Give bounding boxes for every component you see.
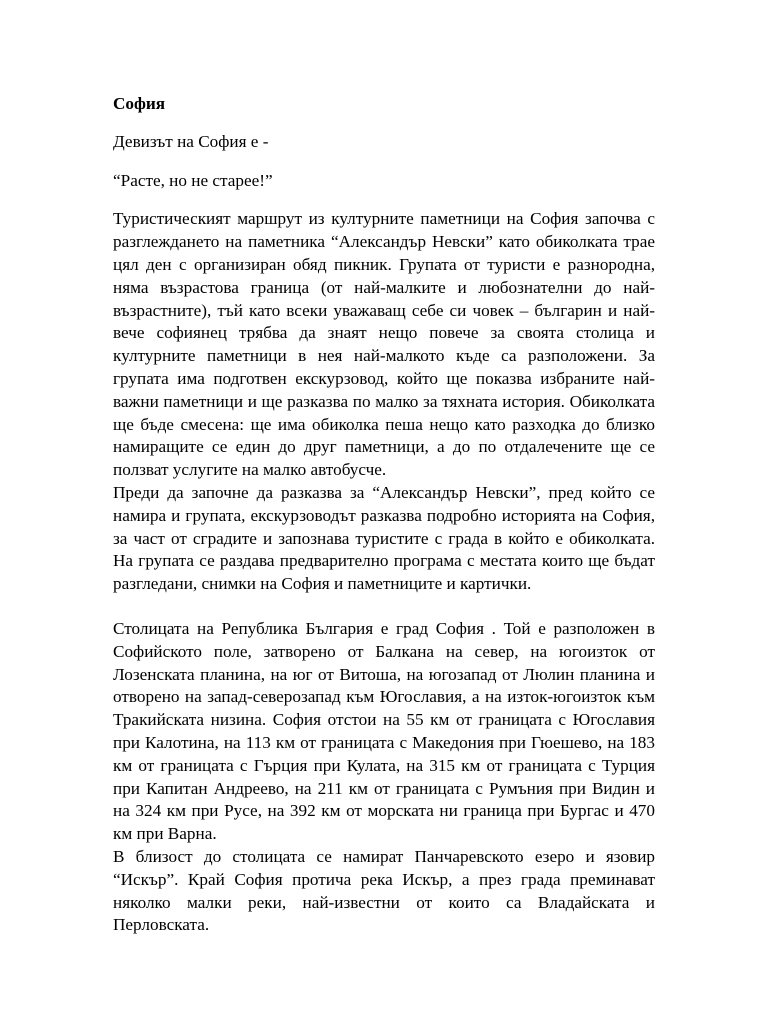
paragraph-capital-location: Столицата на Република България е град София . Той е разположен в Софийското поле, затворено от Балкана на север, на югоизток от Лозенската планина, на юг от Витоша, на югозапад от Люлин планина и отворено на запад-северозапад към Югославия, а на изток-югоизток към Тракийската низина. София отстои на 55 км от границата с Югославия при Калотина, на 113 км от границата с Македония при Гюешево, на 183 км от границата с Гърция при Кулата, на 315 км от границата с Турция при Капитан Андреево, на 211 км от границата с Румъния при Видин и на 324 км при Русе, на 392 км от морската ни граница при Бургас и 470 км при Варна. <box>113 618 655 844</box>
document-title: София <box>113 94 166 113</box>
paragraph-lakes-rivers: В близост до столицата се намират Панчаревското езеро и язовир “Искър”. Край София протича река Искър, а през града преминават няколко малки реки, най-известни от които са Владайската и Перловската. <box>113 846 655 935</box>
motto-quote: “Расте, но не старее!” <box>113 170 273 190</box>
paragraph-tour-route: Туристическият маршрут из културните паметници на София започва с разглеждането на паметника “Александър Невски” като обиколката трае цял ден с организиран обяд пикник. Групата от туристи е разнородна, няма възрастова граница (от най-малките и любознателни до най-възрастните), тъй като всеки уважаващ себе си човек – българин и най-вече софиянец трябва да знаят нещо повече за своята столица и културните паметници в нея най-малкото къде са разположени. За групата има подготвен екскурзовод, който ще показва избраните най-важни паметници и ще разказва по малко за тяхната история. Обиколката ще бъде смесена: ще има обиколка пеша нещо като разходка до близко намиращите се един до друг паметници, а до по отдалечените ще се ползват услугите на малко автобусче. <box>113 209 655 480</box>
document-page <box>113 93 655 937</box>
motto-intro: Девизът на София е - <box>113 131 269 151</box>
paragraph-guide-story: Преди да започне да разказва за “Александър Невски”, пред който се намира и групата, екскурзоводът разказва подробно историята на София, за част от сградите и запознава туристите с града в който е обиколката. На групата се раздава предварително програма с местата които ще бъдат разгледани, снимки на София и паметниците и картички. <box>113 482 655 594</box>
